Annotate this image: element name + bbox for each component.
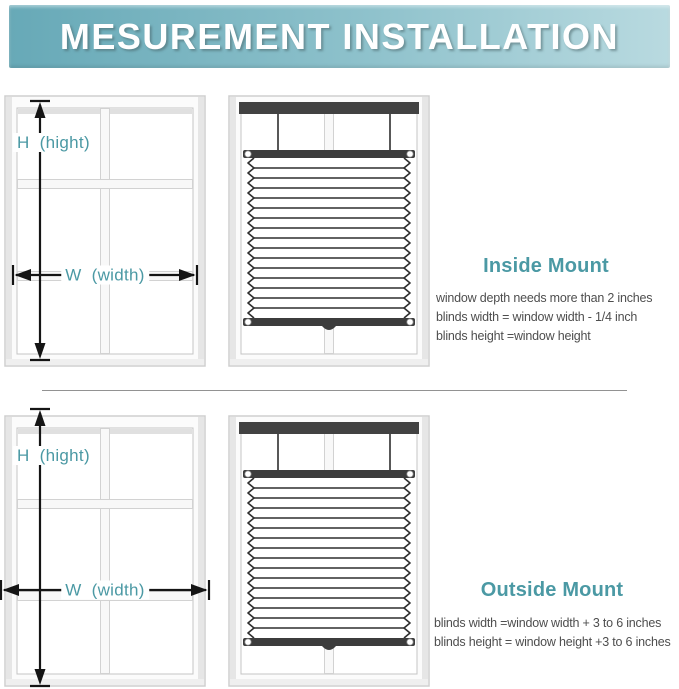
height-label: H (hight) <box>13 446 94 465</box>
instruction-line: window depth needs more than 2 inches <box>436 291 653 305</box>
blind-pleats <box>248 158 410 318</box>
blind-headrail <box>239 422 419 434</box>
page-title: MESUREMENT INSTALLATION <box>59 15 620 57</box>
blind-window-illustration-inside <box>228 95 430 367</box>
width-label: W (width) <box>61 266 149 285</box>
outside-mount-instructions <box>434 614 671 652</box>
instruction-line: blinds height =window height <box>436 329 591 343</box>
blind-top-rail <box>243 150 415 158</box>
instruction-line: blinds width =window width + 3 to 6 inches <box>434 616 662 630</box>
instruction-line: blinds height = window height +3 to 6 inches <box>434 635 671 649</box>
outside-mount-title: Outside Mount <box>480 579 624 601</box>
measure-window-illustration-inside <box>4 95 206 367</box>
header-banner <box>9 5 670 68</box>
inside-mount-instructions <box>436 289 652 346</box>
blind-window-illustration-outside <box>228 415 430 687</box>
inside-mount-title: Inside Mount <box>483 255 609 277</box>
section-divider <box>42 390 627 391</box>
height-label: H (hight) <box>13 133 94 152</box>
blind-drawing <box>228 415 430 687</box>
width-label: W (width) <box>61 581 149 600</box>
blind-drawing <box>228 95 430 367</box>
instruction-line: blinds width = window width - 1/4 inch <box>436 310 638 324</box>
blind-top-rail <box>243 470 415 478</box>
blind-headrail <box>239 102 419 114</box>
blind-pleats <box>248 478 410 638</box>
measure-window-illustration-outside <box>4 415 206 687</box>
